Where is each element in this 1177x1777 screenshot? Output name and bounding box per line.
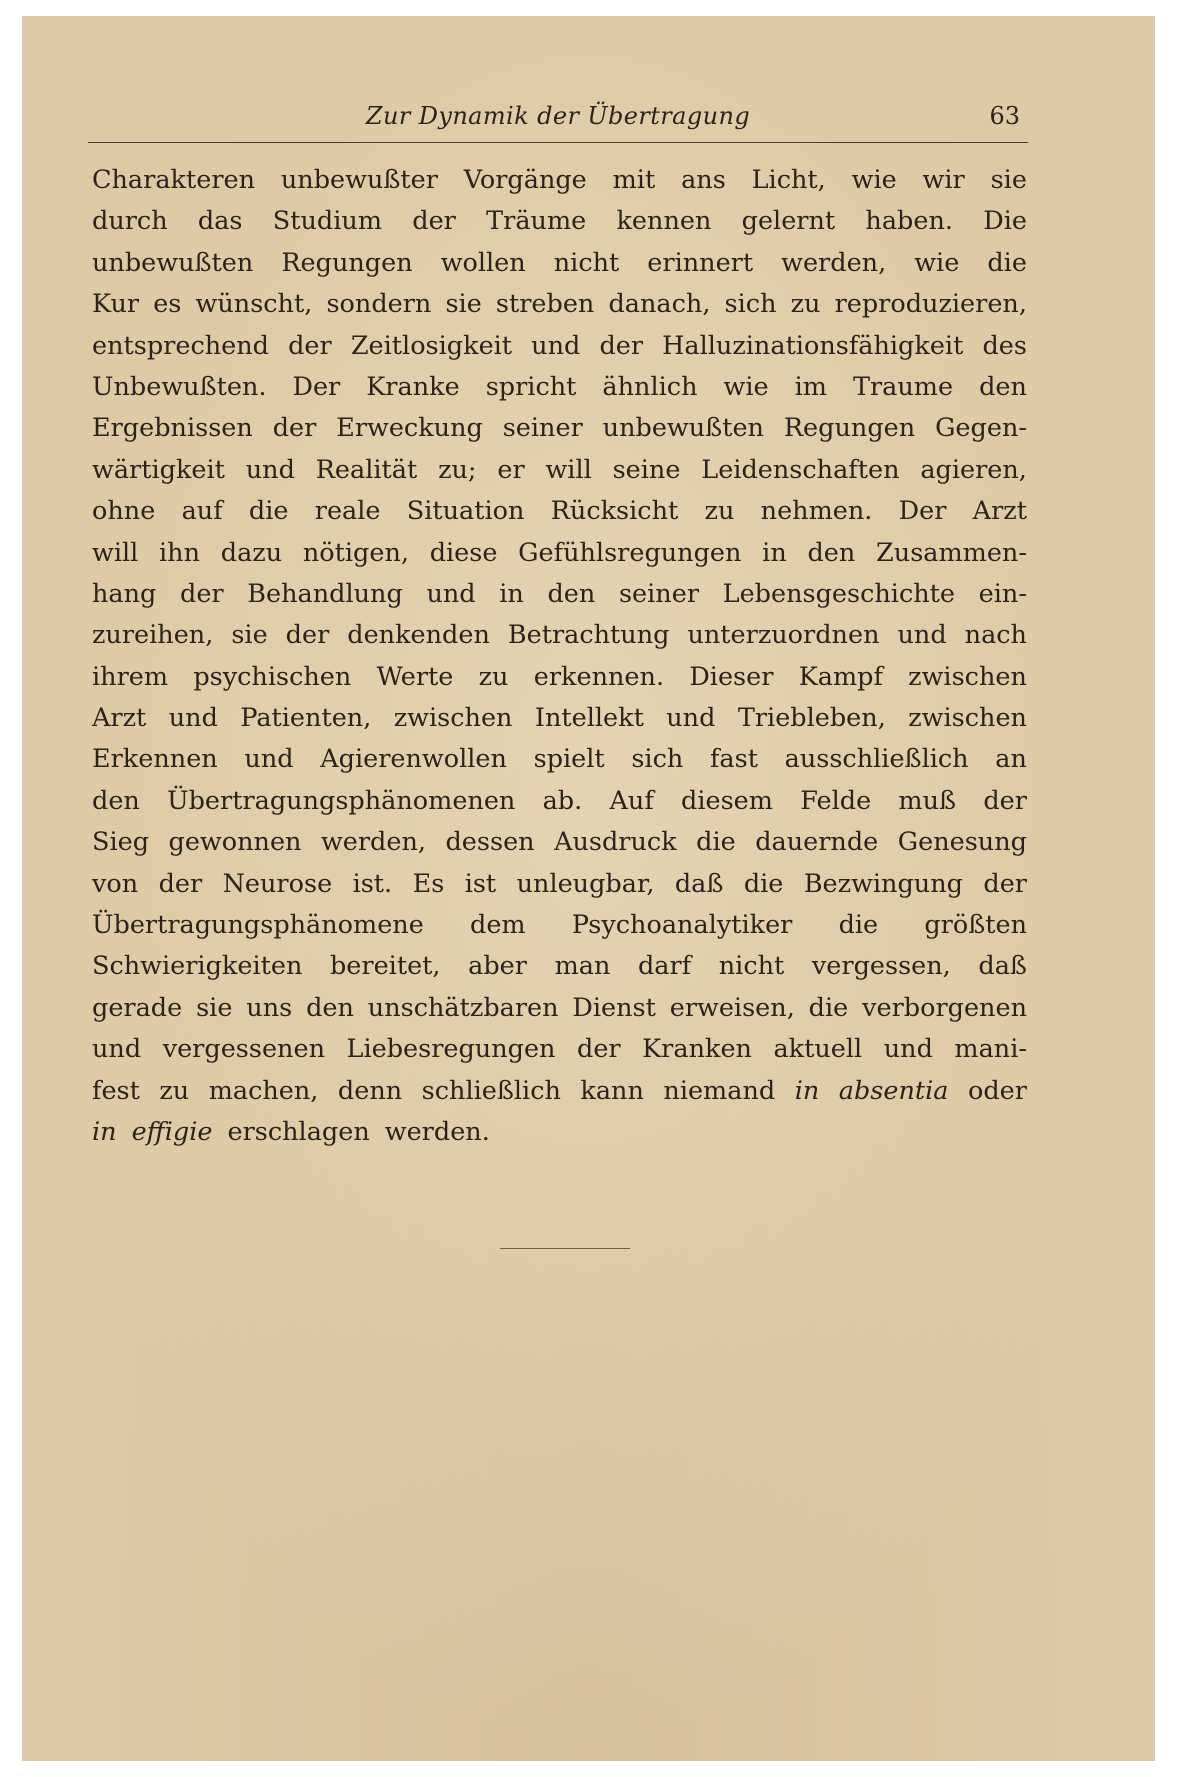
word: sie: [445, 289, 482, 320]
word: Kranke: [366, 371, 460, 402]
word: wünscht,: [195, 289, 313, 320]
word: aktuell: [773, 1034, 863, 1065]
word: den: [807, 537, 856, 568]
word: seiner: [502, 413, 583, 444]
word: und: [883, 1034, 933, 1065]
word: Licht,: [751, 165, 826, 195]
word: den: [92, 785, 140, 816]
word: psychischen: [193, 661, 352, 692]
word: fast: [709, 744, 758, 775]
word: wie: [851, 165, 897, 195]
text-line: [92, 533, 1027, 574]
word: er: [497, 454, 525, 485]
word: und: [666, 703, 716, 734]
word: Patienten,: [240, 703, 372, 734]
word: wie: [723, 371, 769, 402]
word: ab.: [542, 785, 583, 816]
text-line: [92, 1071, 1027, 1112]
word: nach: [964, 620, 1027, 651]
word: Kranken: [642, 1034, 752, 1065]
word: in: [499, 578, 524, 609]
word: Erweckung: [336, 413, 483, 444]
text-line: [92, 1029, 1027, 1070]
word: Vorgänge: [463, 165, 587, 195]
word: sie: [990, 165, 1027, 195]
word: oder: [967, 1075, 1027, 1106]
word: Übertragungsphänomene: [92, 910, 424, 941]
text-line: [92, 201, 1027, 242]
word: nicht: [553, 247, 620, 278]
word: der: [180, 578, 224, 609]
word: ohne: [92, 496, 156, 527]
word: Situation: [406, 496, 525, 527]
word: zureihen,: [92, 620, 214, 651]
text-line: [92, 243, 1027, 284]
word: die: [248, 496, 289, 527]
word: werden,: [320, 827, 427, 858]
word: Sieg: [92, 827, 150, 858]
text-line: [92, 739, 1027, 780]
word: Traume: [852, 371, 954, 402]
word: ihrem: [92, 661, 169, 692]
word: die: [808, 992, 849, 1023]
running-title: Zur Dynamik der Übertragung: [365, 102, 751, 130]
word: ans: [681, 165, 726, 195]
word: Lebensgeschichte: [722, 578, 956, 609]
word: reproduzieren,: [834, 289, 1027, 320]
word: an: [995, 744, 1027, 775]
word: zu: [159, 1075, 190, 1106]
word: mani-: [954, 1034, 1027, 1065]
word: Liebesregungen: [346, 1034, 556, 1065]
word: muß: [898, 785, 957, 816]
word: wollen: [440, 247, 526, 278]
word: und: [245, 454, 295, 485]
italic-word: effigie: [131, 1116, 213, 1147]
text-line: [92, 822, 1027, 863]
word: erweisen,: [669, 992, 795, 1023]
word: Zusammen-: [876, 537, 1027, 568]
word: unbewußten: [92, 247, 254, 278]
word: nehmen.: [760, 496, 873, 527]
word: der: [285, 620, 330, 651]
word: der: [577, 1034, 621, 1065]
text-line: [92, 615, 1027, 656]
header-rule: [88, 142, 1028, 143]
word: und: [897, 620, 947, 651]
word: gelernt: [741, 206, 836, 237]
text-line: [92, 367, 1027, 408]
word: seine: [612, 454, 681, 485]
word: den: [547, 578, 596, 609]
word: dessen: [445, 827, 535, 858]
word: Der: [898, 496, 947, 527]
word: danach,: [608, 289, 711, 320]
word: ihn: [159, 537, 201, 568]
word: ein-: [978, 578, 1027, 609]
word: man: [554, 951, 611, 982]
text-line: [92, 326, 1027, 367]
body-text: [92, 160, 1027, 1153]
word: streben: [495, 289, 595, 320]
word: sich: [724, 289, 777, 320]
word: niemand: [663, 1075, 776, 1106]
italic-word: in: [794, 1075, 820, 1106]
word: Betrachtung: [507, 620, 670, 651]
word: Ausdruck: [554, 827, 677, 858]
book-page: [22, 16, 1155, 1761]
word: auf: [181, 496, 223, 527]
word: kann: [580, 1075, 644, 1106]
word: schließlich: [421, 1075, 561, 1106]
text-line: [92, 574, 1027, 615]
word: sie: [196, 992, 233, 1023]
text-line: [92, 1112, 1027, 1153]
word: der: [158, 868, 203, 899]
word: des: [982, 330, 1027, 361]
word: gerade: [92, 992, 183, 1023]
word: zwischen: [393, 703, 513, 734]
word: der: [272, 413, 317, 444]
text-line: [92, 408, 1027, 449]
word: Regungen: [281, 247, 413, 278]
word: wir: [922, 165, 965, 195]
word: unterzuordnen: [687, 620, 880, 651]
word: Der: [292, 371, 341, 402]
word: dem: [470, 910, 526, 941]
word: mit: [612, 165, 656, 195]
word: ähnlich: [602, 371, 698, 402]
word: will: [92, 537, 139, 568]
text-line: [92, 491, 1027, 532]
word: ist: [464, 868, 497, 899]
text-line: [92, 781, 1027, 822]
word: Bezwingung: [803, 868, 963, 899]
word: und: [244, 744, 294, 775]
text-line: [92, 657, 1027, 698]
word: Regungen: [783, 413, 916, 444]
word: Agierenwollen: [320, 744, 507, 775]
italic-word: absentia: [838, 1075, 949, 1106]
word: Unbewußten.: [92, 371, 267, 402]
word: durch: [92, 206, 168, 237]
word: denn: [337, 1075, 403, 1106]
word: aber: [468, 951, 527, 982]
word: fest: [92, 1075, 140, 1106]
word: sondern: [326, 289, 432, 320]
word: das: [197, 206, 243, 237]
word: im: [794, 371, 827, 402]
word: entsprechend: [92, 330, 269, 361]
word: Es: [412, 868, 445, 899]
word: der: [412, 206, 456, 237]
word: Rücksicht: [550, 496, 679, 527]
word: zu;: [438, 454, 477, 485]
word: den: [306, 992, 354, 1023]
word: Gefühlsregungen: [518, 537, 742, 568]
word: ist.: [352, 868, 393, 899]
word: reale: [314, 496, 381, 527]
word: gewonnen: [168, 827, 302, 858]
text-line: [92, 864, 1027, 905]
word: haben.: [865, 206, 953, 237]
word: dauernde: [755, 827, 879, 858]
word: die: [743, 868, 784, 899]
word: kennen: [616, 206, 712, 237]
word: der: [983, 785, 1027, 816]
word: Auf: [609, 785, 654, 816]
word: Halluzinationsfähigkeit: [662, 330, 964, 361]
word: zwischen: [908, 703, 1027, 734]
word: zwischen: [908, 661, 1027, 692]
word: Realität: [315, 454, 418, 485]
word: Behandlung: [247, 578, 403, 609]
word: der: [599, 330, 644, 361]
word: uns: [246, 992, 293, 1023]
text-line: [92, 946, 1027, 987]
word: die: [838, 910, 879, 941]
word: denkenden: [347, 620, 490, 651]
word: spielt: [533, 744, 605, 775]
text-line: [92, 160, 1027, 201]
word: Kur: [92, 289, 140, 320]
word: die: [987, 247, 1027, 278]
word: spricht: [485, 371, 577, 402]
word: Arzt: [972, 496, 1027, 527]
word: darf: [637, 951, 692, 982]
word: der: [983, 868, 1027, 899]
word: und: [92, 1034, 142, 1065]
word: Kampf: [798, 661, 883, 692]
word: daß: [674, 868, 724, 899]
word: erkennen.: [533, 661, 665, 692]
word: zu: [704, 496, 735, 527]
word: unleugbar,: [516, 868, 655, 899]
word: Dieser: [689, 661, 774, 692]
word: es: [153, 289, 182, 320]
word: die: [696, 827, 736, 858]
word: Leidenschaften: [701, 454, 900, 485]
word: wärtigkeit: [92, 454, 225, 485]
word: Genesung: [897, 827, 1027, 858]
word: nicht: [718, 951, 785, 982]
word: den: [979, 371, 1027, 402]
text-line: [92, 905, 1027, 946]
word: vergessen,: [811, 951, 951, 982]
word: größten: [924, 910, 1027, 941]
italic-word: in: [92, 1116, 117, 1147]
word: bereitet,: [329, 951, 441, 982]
word: vergessenen: [162, 1034, 325, 1065]
word: wie: [914, 247, 960, 278]
word: diesem: [681, 785, 773, 816]
word: Triebleben,: [737, 703, 886, 734]
word: Zeitlosigkeit: [350, 330, 513, 361]
word: machen,: [208, 1075, 319, 1106]
word: Intellekt: [534, 703, 644, 734]
word: diese: [429, 537, 498, 568]
word: Erkennen: [92, 744, 218, 775]
word: verborgenen: [862, 992, 1027, 1023]
word: sich: [631, 744, 684, 775]
text-line: [92, 698, 1027, 739]
word: und: [531, 330, 581, 361]
word: Übertragungsphänomenen: [167, 785, 516, 816]
text-line: [92, 988, 1027, 1029]
page-number: 63: [989, 102, 1020, 130]
word: erinnert: [647, 247, 754, 278]
word: werden,: [781, 247, 887, 278]
word: Felde: [800, 785, 872, 816]
word: Träume: [486, 206, 587, 237]
word: nötigen,: [302, 537, 409, 568]
word: Werte: [376, 661, 454, 692]
word: Die: [983, 206, 1027, 237]
word: erschlagen: [227, 1116, 370, 1147]
word: will: [545, 454, 592, 485]
word: Gegen-: [935, 413, 1027, 444]
word: und: [168, 703, 218, 734]
word: unbewußten: [602, 413, 764, 444]
text-line: [92, 284, 1027, 325]
word: Studium: [272, 206, 383, 237]
word: Ergebnissen: [92, 413, 253, 444]
word: zu: [478, 661, 509, 692]
running-head: [88, 98, 1028, 134]
word: Schwierigkeiten: [92, 951, 303, 982]
word: hang: [92, 578, 157, 609]
word: unschätzbaren: [367, 992, 559, 1023]
word: Psychoanalytiker: [571, 910, 793, 941]
word: zu: [790, 289, 821, 320]
word: Dienst: [572, 992, 656, 1023]
word: Arzt: [92, 703, 147, 734]
word: agieren,: [920, 454, 1027, 485]
word: daß: [978, 951, 1027, 982]
word: sie: [231, 620, 268, 651]
word: und: [426, 578, 476, 609]
text-line: [92, 450, 1027, 491]
word: dazu: [220, 537, 283, 568]
word: seiner: [618, 578, 700, 609]
word: Neurose: [222, 868, 333, 899]
word: von: [92, 868, 139, 899]
word: der: [288, 330, 332, 361]
section-end-rule: [500, 1248, 630, 1249]
word: in: [762, 537, 787, 568]
word: Charakteren: [92, 165, 256, 195]
word: ausschließlich: [784, 744, 969, 775]
word: unbewußter: [280, 165, 438, 195]
word: werden.: [384, 1116, 490, 1147]
